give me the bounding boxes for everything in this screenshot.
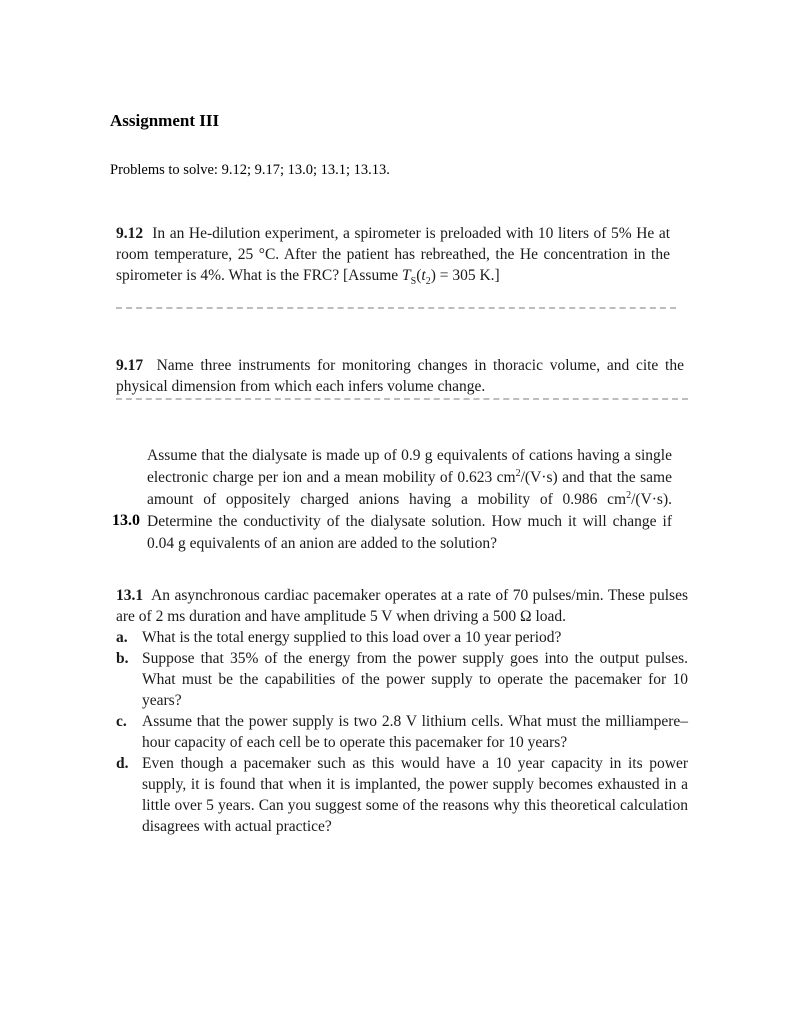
problem-text: In an He-dilution experiment, a spirometer is preloaded with 10 liters of 5% He at room temperature, 25 °C. After the patient has rebreathed, the He concentration in the spirometer is 4%. What is the FRC? [Assume — [116, 225, 671, 284]
problem-13-1 — [116, 585, 688, 837]
problem-number-13-0: 13.0 — [112, 512, 140, 529]
problem-number: 13.1 — [116, 587, 144, 604]
subquestion-b: b. Suppose that 35% of the energy from the power supply goes into the output pulses. What must be the capabilities of the power supply to operate the pacemaker for 10 years? — [116, 650, 688, 709]
problem-13-0: Assume that the dialysate is made up of 0.9 g equivalents of cations having a single electronic charge per ion and a mean mobility of 0.623 $cm^2/(V\cdot s)$ and that the same amount of oppositely charged anions having a mobility of 0.986 $cm^2/(V\cdot s)$. Determine the conductivity of the dialysate solution. How much it will change if 0.04 g equivalents of an anion are added to the solution? — [147, 447, 673, 552]
page-title: Assignment III — [110, 111, 220, 130]
clipped-text-edge — [116, 307, 676, 311]
subquestion-d: d. Even though a pacemaker such as this would have a 10 year capacity in its power supply, it is found that when it is implanted, the power supply becomes exhausted in a little over 5 years. Can you suggest some of the reasons why this theoretical calculation disagrees with actual practice? — [116, 755, 688, 835]
problem-text: Name three instruments for monitoring changes in thoracic volume, and cite the physical dimension from which each infers volume change. — [116, 357, 684, 395]
clipped-text-edge — [116, 398, 688, 402]
assume-expression: $T_S(t_2) = 305$ K.] — [402, 267, 500, 288]
problem-9-12 — [116, 223, 670, 286]
problem-9-17 — [116, 355, 684, 397]
subquestion-a: a. What is the total energy supplied to this load over a 10 year period? — [116, 629, 562, 646]
problem-number: 9.17 — [116, 357, 144, 374]
problems-list-line: Problems to solve: 9.12; 9.17; 13.0; 13.1; 13.13. — [110, 162, 390, 178]
problem-number: 9.12 — [116, 225, 144, 242]
problem-intro: 13.1 An asynchronous cardiac pacemaker operates at a rate of 70 pulses/min. These pulses are of 2 ms duration and have amplitude 5 V when driving a 500 Ω load. — [116, 587, 688, 625]
subquestion-c: c. Assume that the power supply is two 2.8 V lithium cells. What must the milliampere–hour capacity of each cell be to operate this pacemaker for 10 years? — [116, 713, 688, 751]
